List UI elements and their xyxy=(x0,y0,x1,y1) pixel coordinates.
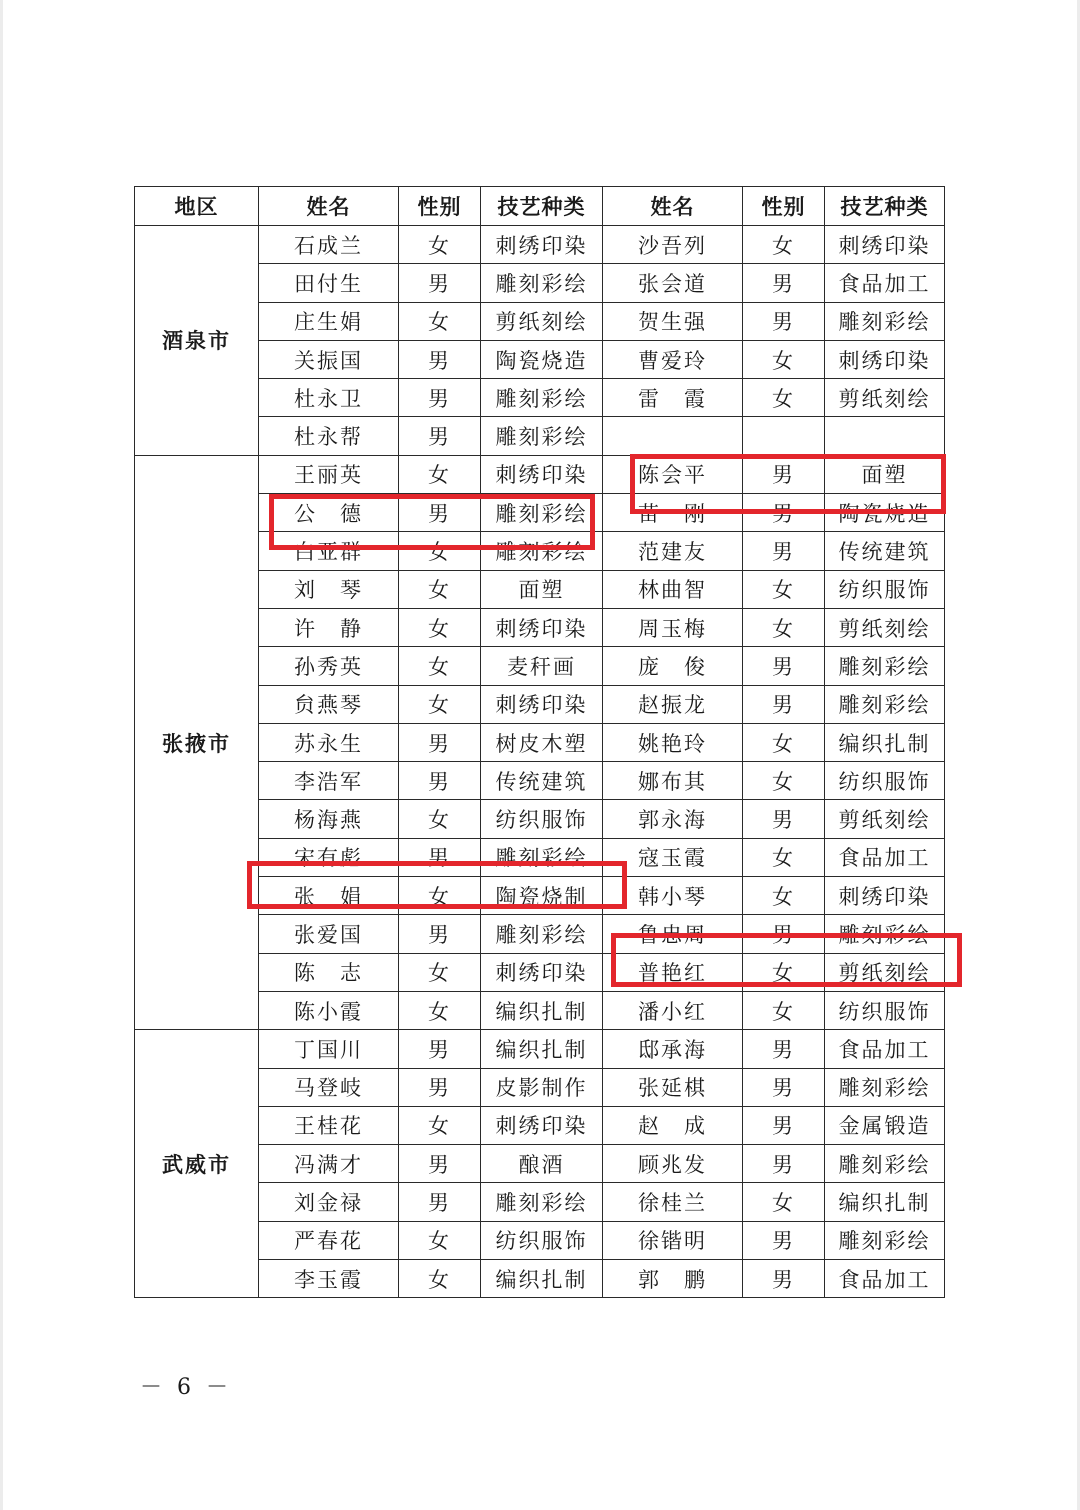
craft-2-cell: 陶瓷烧造 xyxy=(825,494,945,532)
name-cell: 关振国 xyxy=(259,340,399,378)
craft-2-cell: 剪纸刻绘 xyxy=(825,800,945,838)
craft-cell: 雕刻彩绘 xyxy=(481,379,603,417)
name-2-cell: 寇玉霞 xyxy=(603,838,743,876)
name-cell: 王桂花 xyxy=(259,1106,399,1144)
craft-2-cell: 纺织服饰 xyxy=(825,570,945,608)
craft-2-cell: 剪纸刻绘 xyxy=(825,379,945,417)
gender-cell: 女 xyxy=(399,1106,481,1144)
name-cell: 陈小霞 xyxy=(259,991,399,1029)
gender-2-cell: 女 xyxy=(743,877,825,915)
header-craft: 技艺种类 xyxy=(481,187,603,226)
gender-2-cell: 女 xyxy=(743,379,825,417)
craft-2-cell: 编织扎制 xyxy=(825,1183,945,1221)
craft-2-cell: 面塑 xyxy=(825,455,945,493)
gender-2-cell: 女 xyxy=(743,762,825,800)
gender-cell: 女 xyxy=(399,1221,481,1259)
highlight-box xyxy=(247,861,627,909)
gender-2-cell: 女 xyxy=(743,723,825,761)
gender-cell: 女 xyxy=(399,1260,481,1298)
craft-cell: 编织扎制 xyxy=(481,1260,603,1298)
name-2-cell: 贺生强 xyxy=(603,302,743,340)
craft-2-cell: 传统建筑 xyxy=(825,532,945,570)
craft-2-cell: 编织扎制 xyxy=(825,723,945,761)
craft-2-cell: 纺织服饰 xyxy=(825,991,945,1029)
craft-2-cell: 雕刻彩绘 xyxy=(825,685,945,723)
craft-cell: 酿酒 xyxy=(481,1145,603,1183)
name-cell: 宋有彪 xyxy=(259,838,399,876)
craft-cell: 雕刻彩绘 xyxy=(481,1183,603,1221)
craft-2-cell: 食品加工 xyxy=(825,264,945,302)
craft-cell: 雕刻彩绘 xyxy=(481,532,603,570)
craft-cell: 雕刻彩绘 xyxy=(481,264,603,302)
craft-cell: 陶瓷烧造 xyxy=(481,340,603,378)
gender-2-cell: 男 xyxy=(743,800,825,838)
name-2-cell: 普艳红 xyxy=(603,953,743,991)
gender-cell: 男 xyxy=(399,1030,481,1068)
name-2-cell: 张会道 xyxy=(603,264,743,302)
header-gender: 性别 xyxy=(399,187,481,226)
craft-2-cell: 食品加工 xyxy=(825,1260,945,1298)
craft-2-cell: 剪纸刻绘 xyxy=(825,953,945,991)
region-cell: 酒泉市 xyxy=(135,226,259,456)
craft-cell: 纺织服饰 xyxy=(481,800,603,838)
header-row xyxy=(135,187,945,226)
gender-cell: 女 xyxy=(399,953,481,991)
name-cell: 贠燕琴 xyxy=(259,685,399,723)
name-2-cell xyxy=(603,417,743,455)
name-2-cell: 郭永海 xyxy=(603,800,743,838)
region-cell: 张掖市 xyxy=(135,455,259,1029)
gender-2-cell: 女 xyxy=(743,1183,825,1221)
highlight-box xyxy=(611,933,962,987)
gender-2-cell: 女 xyxy=(743,340,825,378)
gender-cell: 女 xyxy=(399,302,481,340)
gender-cell: 男 xyxy=(399,264,481,302)
gender-cell: 女 xyxy=(399,455,481,493)
name-cell: 田付生 xyxy=(259,264,399,302)
name-2-cell: 郭 鹏 xyxy=(603,1260,743,1298)
gender-2-cell: 男 xyxy=(743,647,825,685)
craft-cell: 雕刻彩绘 xyxy=(481,494,603,532)
highlight-box xyxy=(269,494,595,550)
gender-cell: 女 xyxy=(399,647,481,685)
roster-body xyxy=(135,226,945,1298)
craft-cell: 雕刻彩绘 xyxy=(481,417,603,455)
craft-2-cell: 雕刻彩绘 xyxy=(825,647,945,685)
name-cell: 孙秀英 xyxy=(259,647,399,685)
craft-cell: 雕刻彩绘 xyxy=(481,915,603,953)
craft-cell: 纺织服饰 xyxy=(481,1221,603,1259)
name-2-cell: 赵振龙 xyxy=(603,685,743,723)
gender-2-cell: 女 xyxy=(743,838,825,876)
gender-2-cell: 女 xyxy=(743,991,825,1029)
craft-2-cell: 金属锻造 xyxy=(825,1106,945,1144)
craft-cell: 刺绣印染 xyxy=(481,226,603,264)
name-cell: 马登岐 xyxy=(259,1068,399,1106)
header-gender-2: 性别 xyxy=(743,187,825,226)
gender-cell: 男 xyxy=(399,838,481,876)
gender-2-cell xyxy=(743,417,825,455)
gender-cell: 女 xyxy=(399,570,481,608)
page-edge-left xyxy=(0,0,3,1510)
gender-cell: 女 xyxy=(399,877,481,915)
name-2-cell: 潘小红 xyxy=(603,991,743,1029)
name-cell: 刘金禄 xyxy=(259,1183,399,1221)
name-cell: 严春花 xyxy=(259,1221,399,1259)
name-2-cell: 徐桂兰 xyxy=(603,1183,743,1221)
name-2-cell: 韩小琴 xyxy=(603,877,743,915)
gender-2-cell: 男 xyxy=(743,302,825,340)
table-row xyxy=(135,1030,945,1068)
name-2-cell: 娜布其 xyxy=(603,762,743,800)
gender-cell: 男 xyxy=(399,1068,481,1106)
name-cell: 苏永生 xyxy=(259,723,399,761)
craft-2-cell: 食品加工 xyxy=(825,838,945,876)
gender-2-cell: 女 xyxy=(743,953,825,991)
craft-2-cell: 剪纸刻绘 xyxy=(825,608,945,646)
name-cell: 白亚群 xyxy=(259,532,399,570)
craft-cell: 刺绣印染 xyxy=(481,953,603,991)
craft-2-cell: 雕刻彩绘 xyxy=(825,302,945,340)
gender-cell: 男 xyxy=(399,417,481,455)
gender-cell: 女 xyxy=(399,685,481,723)
craft-cell: 刺绣印染 xyxy=(481,608,603,646)
craft-cell: 皮影制作 xyxy=(481,1068,603,1106)
name-2-cell: 顾兆发 xyxy=(603,1145,743,1183)
name-cell: 丁国川 xyxy=(259,1030,399,1068)
gender-2-cell: 男 xyxy=(743,264,825,302)
gender-2-cell: 男 xyxy=(743,1145,825,1183)
craft-2-cell: 刺绣印染 xyxy=(825,877,945,915)
gender-cell: 男 xyxy=(399,494,481,532)
header-region: 地区 xyxy=(135,187,259,226)
region-cell: 武威市 xyxy=(135,1030,259,1298)
gender-2-cell: 男 xyxy=(743,685,825,723)
craft-2-cell: 雕刻彩绘 xyxy=(825,915,945,953)
name-cell: 张 娟 xyxy=(259,877,399,915)
gender-2-cell: 女 xyxy=(743,608,825,646)
craft-2-cell: 纺织服饰 xyxy=(825,762,945,800)
name-2-cell: 沙吾列 xyxy=(603,226,743,264)
craft-cell: 麦秆画 xyxy=(481,647,603,685)
craft-2-cell: 雕刻彩绘 xyxy=(825,1068,945,1106)
craft-cell: 编织扎制 xyxy=(481,991,603,1029)
name-cell: 李玉霞 xyxy=(259,1260,399,1298)
gender-cell: 女 xyxy=(399,532,481,570)
craft-2-cell xyxy=(825,417,945,455)
name-2-cell: 曹爱玲 xyxy=(603,340,743,378)
gender-2-cell: 男 xyxy=(743,1260,825,1298)
gender-cell: 男 xyxy=(399,1183,481,1221)
gender-cell: 男 xyxy=(399,379,481,417)
name-2-cell: 姚艳玲 xyxy=(603,723,743,761)
name-2-cell: 张延棋 xyxy=(603,1068,743,1106)
name-2-cell: 苗 刚 xyxy=(603,494,743,532)
gender-2-cell: 男 xyxy=(743,1030,825,1068)
name-cell: 庄生娟 xyxy=(259,302,399,340)
gender-2-cell: 男 xyxy=(743,532,825,570)
gender-2-cell: 女 xyxy=(743,570,825,608)
gender-2-cell: 男 xyxy=(743,1068,825,1106)
name-2-cell: 庞 俊 xyxy=(603,647,743,685)
gender-2-cell: 男 xyxy=(743,915,825,953)
name-2-cell: 赵 成 xyxy=(603,1106,743,1144)
gender-cell: 男 xyxy=(399,762,481,800)
gender-2-cell: 男 xyxy=(743,494,825,532)
name-2-cell: 邸承海 xyxy=(603,1030,743,1068)
name-2-cell: 徐锴明 xyxy=(603,1221,743,1259)
craft-cell: 陶瓷烧制 xyxy=(481,877,603,915)
craft-cell: 刺绣印染 xyxy=(481,455,603,493)
name-2-cell: 雷 霞 xyxy=(603,379,743,417)
name-cell: 杜永帮 xyxy=(259,417,399,455)
name-cell: 杜永卫 xyxy=(259,379,399,417)
gender-cell: 女 xyxy=(399,991,481,1029)
name-cell: 刘 琴 xyxy=(259,570,399,608)
craft-2-cell: 食品加工 xyxy=(825,1030,945,1068)
gender-2-cell: 女 xyxy=(743,226,825,264)
name-cell: 张爱国 xyxy=(259,915,399,953)
table-row xyxy=(135,226,945,264)
name-cell: 陈 志 xyxy=(259,953,399,991)
artisan-roster-table xyxy=(134,186,945,1298)
gender-2-cell: 男 xyxy=(743,1221,825,1259)
gender-cell: 男 xyxy=(399,915,481,953)
gender-cell: 女 xyxy=(399,800,481,838)
craft-cell: 刺绣印染 xyxy=(481,1106,603,1144)
page-number: － 6 － xyxy=(140,1375,232,1400)
name-cell: 公 德 xyxy=(259,494,399,532)
name-2-cell: 林曲智 xyxy=(603,570,743,608)
name-cell: 李浩军 xyxy=(259,762,399,800)
header-name-2: 姓名 xyxy=(603,187,743,226)
header-name: 姓名 xyxy=(259,187,399,226)
craft-cell: 剪纸刻绘 xyxy=(481,302,603,340)
gender-cell: 男 xyxy=(399,1145,481,1183)
name-cell: 王丽英 xyxy=(259,455,399,493)
craft-cell: 刺绣印染 xyxy=(481,685,603,723)
name-2-cell: 范建友 xyxy=(603,532,743,570)
header-craft-2: 技艺种类 xyxy=(825,187,945,226)
craft-2-cell: 雕刻彩绘 xyxy=(825,1221,945,1259)
gender-cell: 女 xyxy=(399,608,481,646)
gender-cell: 女 xyxy=(399,226,481,264)
craft-2-cell: 刺绣印染 xyxy=(825,340,945,378)
craft-cell: 面塑 xyxy=(481,570,603,608)
gender-cell: 男 xyxy=(399,723,481,761)
name-cell: 许 静 xyxy=(259,608,399,646)
name-2-cell: 陈会平 xyxy=(603,455,743,493)
name-2-cell: 周玉梅 xyxy=(603,608,743,646)
gender-2-cell: 男 xyxy=(743,1106,825,1144)
craft-cell: 树皮木塑 xyxy=(481,723,603,761)
name-cell: 杨海燕 xyxy=(259,800,399,838)
highlight-box xyxy=(630,454,946,514)
name-cell: 石成兰 xyxy=(259,226,399,264)
craft-2-cell: 雕刻彩绘 xyxy=(825,1145,945,1183)
name-2-cell: 鲁忠周 xyxy=(603,915,743,953)
craft-cell: 雕刻彩绘 xyxy=(481,838,603,876)
craft-2-cell: 刺绣印染 xyxy=(825,226,945,264)
craft-cell: 编织扎制 xyxy=(481,1030,603,1068)
gender-2-cell: 男 xyxy=(743,455,825,493)
gender-cell: 男 xyxy=(399,340,481,378)
craft-cell: 传统建筑 xyxy=(481,762,603,800)
name-cell: 冯满才 xyxy=(259,1145,399,1183)
